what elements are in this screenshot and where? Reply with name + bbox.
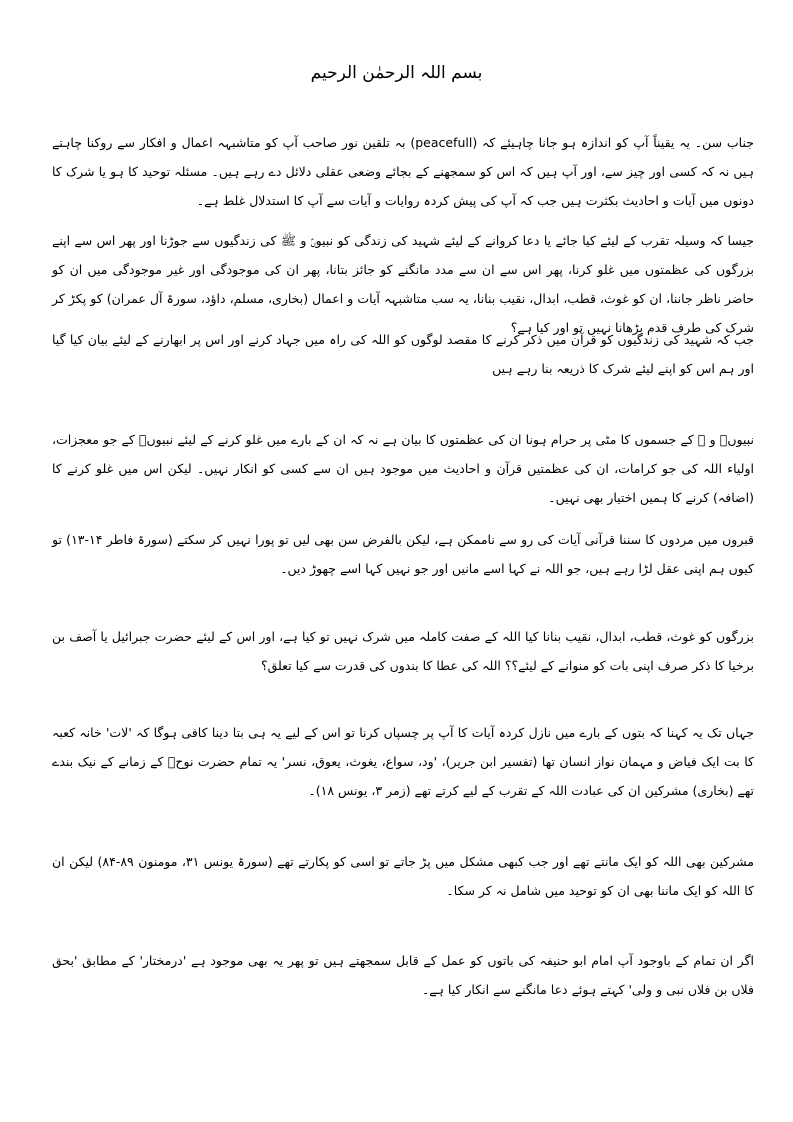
paragraph-8: مشرکین بھی اللہ کو ایک مانتے تھے اور جب کبھی مشکل میں پڑ جاتے تو اسی کو پکارتے تھے (سورۃ یونس ۳۱، مومنون ۸۹-۸۴) لیکن ان کا اللہ کو ایک ماننا بھی ان کو توحید میں شامل نہ کر سکا۔ — [52, 854, 754, 898]
paragraph-4: نبیوںؑ و ﷺ کے جسموں کا مٹی پر حرام ہونا ان کی عظمتوں کا بیان ہے نہ کہ ان کے بارے میں غلو کرنے کے لیئے نبیوںؑ کے جو معجزات، اولیاء اللہ کی جو کرامات، ان کی عظمتیں قرآن و احادیث میں موجود ہیں ان سے کسی کو انکار نہیں۔ لیکن اس میں غلو کرنے کا (اضافہ) کرنے کا ہمیں اختیار بھی نہیں۔ — [52, 432, 754, 505]
paragraph-5: قبروں میں مردوں کا سننا قرآنی آیات کی رو سے ناممکن ہے، لیکن بالفرض سن بھی لیں تو پورا نہیں کر سکتے (سورۃ فاطر ۱۴-۱۳) تو کیوں ہم اپنی عقل لڑا رہے ہیں، جو اللہ نے کہا اسے مانیں اور جو نہیں کہا اسے چھوڑ دیں۔ — [52, 532, 754, 576]
paragraph-6: بزرگوں کو غوث، قطب، ابدال، نقیب بنانا کیا اللہ کے صفت کاملہ میں شرک نہیں تو کیا ہے، اور اس کے لیئے حضرت جبرائیل یا آصف بن برخیا کا ذکر صرف اپنی بات کو منوانے کے لیئے؟؟ اللہ کی عطا کا بندوں کی قدرت سے کیا تعلق؟ — [52, 629, 754, 673]
paragraph-9: اگر ان تمام کے باوجود آپ امام ابو حنیفہ کی باتوں کو عمل کے قابل سمجھتے ہیں تو پھر یہ بھی موجود ہے 'درمختار' کے مطابق 'بحق فلاں بن فلاں نبی و ولی' کہتے ہوئے دعا مانگنے سے انکار کیا ہے۔ — [52, 953, 754, 997]
paragraph-3: جب کہ شہید کی زندگیوں کو قرآن میں ذکر کرنے کا مقصد لوگوں کو اللہ کی راہ میں جہاد کرنے اور اس پر ابھارنے کے لیئے بیان کیا گیا اور ہم اس کو اپنے لیئے شرک کا ذریعہ بنا رہے ہیں — [52, 332, 754, 376]
paragraph-7: جہاں تک یہ کہنا کہ بتوں کے بارے میں نازل کردہ آیات کا آپ پر چسپاں کرنا تو اس کے لیے یہ ہی بتا دینا کافی ہوگا کہ 'لات' خانہ کعبہ کا بت ایک فیاض و مہمان نواز انسان تھا (تفسیر ابن جریر)، 'ود، سواع، یغوث، یعوق، نسر' یہ تمام حضرت نوحؑ کے زمانے کے نیک بندے تھے (بخاری) مشرکین ان کی عبادت اللہ کے تقرب کے لیے کرتے تھے (زمر ۳، یونس ۱۸)۔ — [52, 725, 754, 798]
paragraph-2: جیسا کہ وسیلہ تقرب کے لیئے کیا جائے یا دعا کروانے کے لیئے شہید کی زندگی کو نبیوںؑ و ﷺ کی زندگیوں سے جوڑنا اور پھر اس سے اپنے بزرگوں کی عظمتوں میں غلو کرنا، پھر اس سے ان سے مدد مانگنے کو جائز بتانا، پھر ان کی موجودگی اور غیر موجودگی میں ان کو حاضر ناظر جاننا، ان کو غوث، قطب، ابدال، نقیب بنانا، یہ سب متاشبہہ آیات و اعمال (بخاری، مسلم، داؤد، سورۃ آل عمران) کو پکڑ کر شرک کی طرف قدم بڑھانا نہیں تو اور کیا ہے؟ — [52, 233, 754, 335]
bismillah-heading: بسم اللہ الرحمٰن الرحیم — [310, 63, 483, 83]
paragraph-1: جناب سن۔ یہ یقیناً آپ کو اندازہ ہو جانا چاہیئے کہ (peacefull) بہ تلقین نور صاحب آپ کو متاشبہہ اعمال و افکار سے روکنا چاہتے ہیں نہ کہ کسی اور چیز سے، اور آپ ہیں کہ اس کو سمجھنے کے بجائے وضعی عقلی دلائل دے رہے ہیں۔ مسئلہ توحید کا ہو یا شرک کا دونوں میں آیات و احادیث بکثرت ہیں جب کہ آپ کی پیش کردہ روایات و آیات سے آپ کا استدلال غلط ہے۔ — [52, 135, 754, 208]
